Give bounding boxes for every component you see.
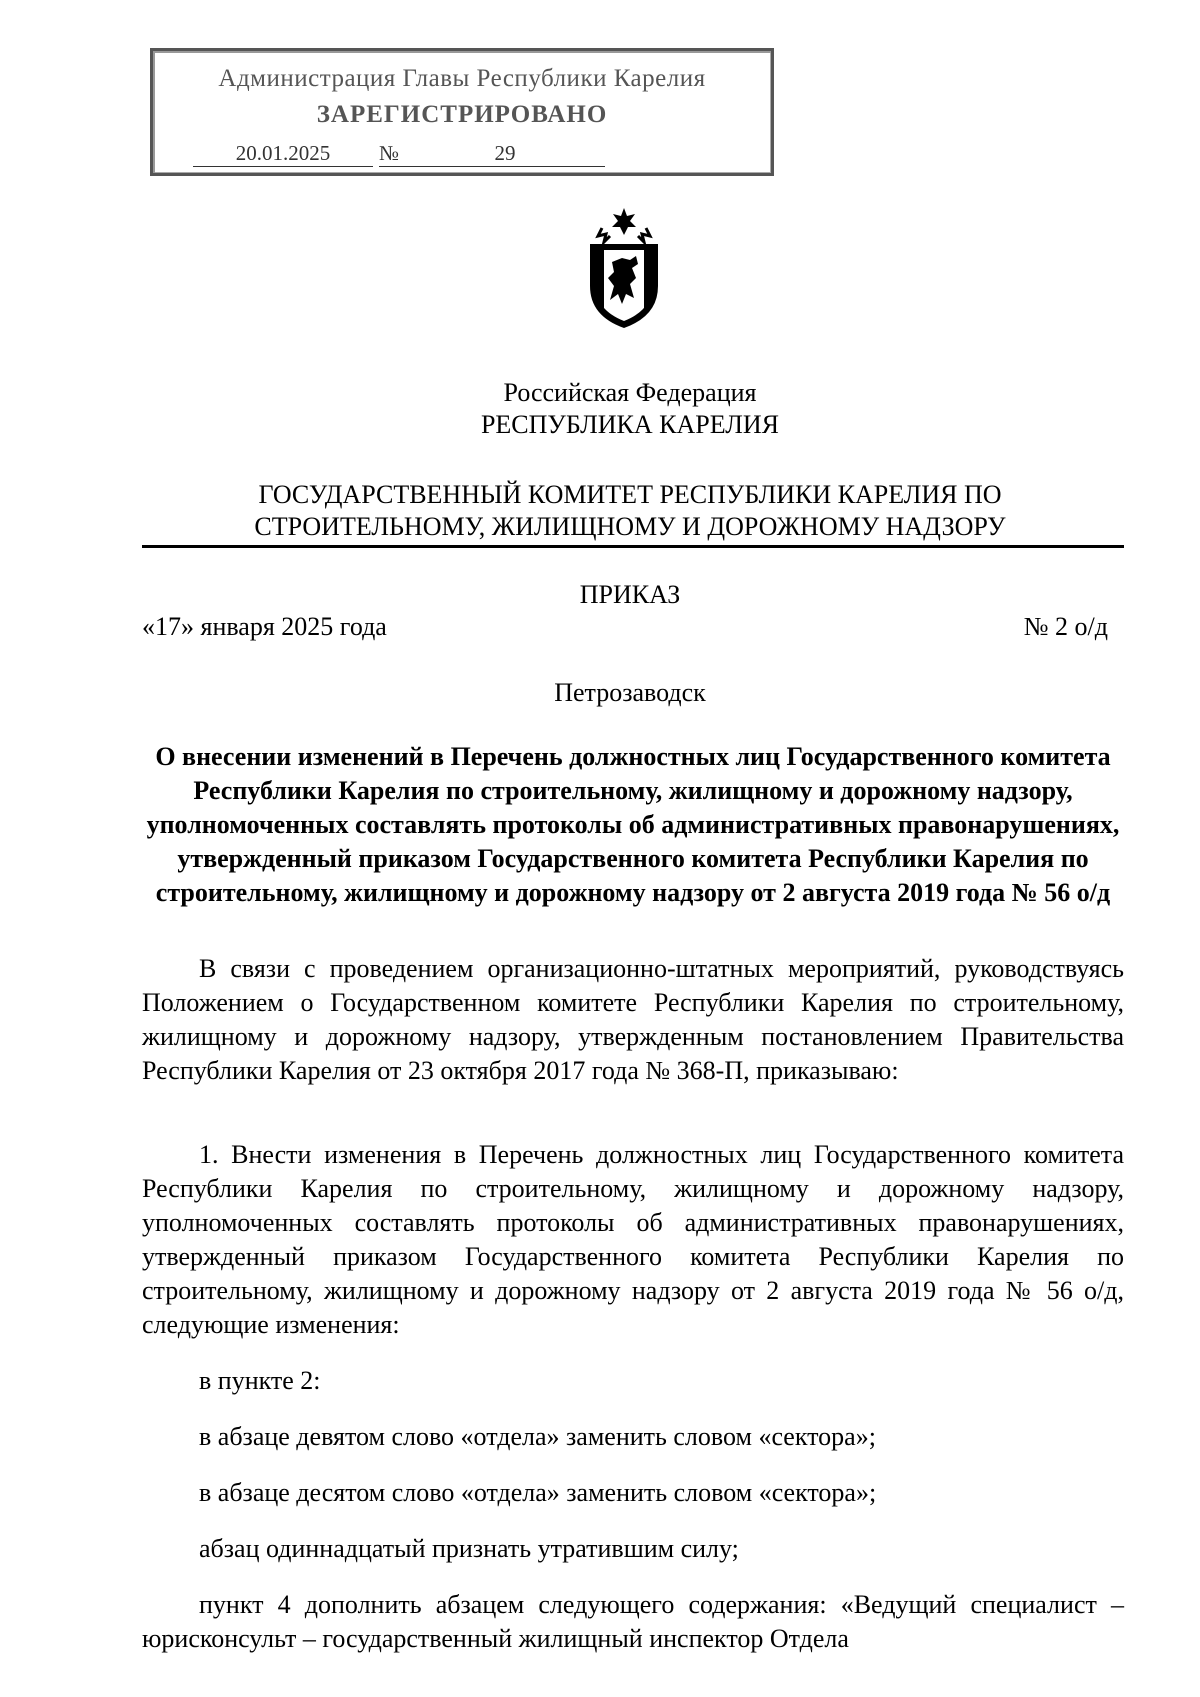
committee-name-line1: ГОСУДАРСТВЕННЫЙ КОМИТЕТ РЕСПУБЛИКИ КАРЕЛИЯ ПО bbox=[258, 480, 1002, 509]
order-date: «17» января 2025 года bbox=[142, 612, 387, 641]
item-1-paragraph: 1. Внести изменения в Перечень должностных лиц Государственного комитета Республики Карелия по строительному, жилищному и дорожному надзору, уполномоченных составлять протоколы об административных правонарушениях, утвержденный приказом Государственного комитета Республики Карелия по строительному, жилищному и дорожному надзору от 2 августа 2019 года № 56 о/д, следующие изменения: bbox=[142, 1140, 1124, 1339]
coat-of-arms-icon bbox=[582, 206, 666, 330]
order-number: № 2 о/д bbox=[1023, 612, 1108, 641]
header-divider bbox=[142, 545, 1124, 548]
committee-name-line2: СТРОИТЕЛЬНОМУ, ЖИЛИЩНОМУ И ДОРОЖНОМУ НАДЗОРУ bbox=[254, 512, 1006, 541]
document-type: ПРИКАЗ bbox=[579, 580, 681, 609]
stamp-date: 20.01.2025 bbox=[193, 141, 373, 167]
registration-stamp bbox=[150, 48, 774, 176]
order-subject: О внесении изменений в Перечень должностных лиц Государственного комитета Республики Карелия по строительному, жилищному и дорожному надзору, уполномоченных составлять протоколы об административных правонарушениях, утвержденный приказом Государственного комитета Республики Карелия по строительному, жилищному и дорожному надзору от 2 августа 2019 года № 56 о/д bbox=[146, 742, 1120, 907]
change-3: абзац одиннадцатый признать утратившим силу; bbox=[199, 1534, 739, 1563]
change-1: в абзаце девятом слово «отдела» заменить словом «сектора»; bbox=[199, 1422, 876, 1451]
change-2: в абзаце десятом слово «отдела» заменить словом «сектора»; bbox=[199, 1478, 877, 1507]
country-name: Российская Федерация bbox=[503, 378, 757, 407]
republic-name: РЕСПУБЛИКА КАРЕЛИЯ bbox=[480, 410, 780, 439]
stamp-organization: Администрация Главы Республики Карелия bbox=[218, 65, 706, 92]
stamp-status: ЗАРЕГИСТРИРОВАНО bbox=[316, 101, 608, 128]
stamp-number: 29 bbox=[405, 141, 605, 167]
stamp-number-label: № bbox=[379, 141, 405, 167]
stamp-registration-line bbox=[193, 141, 753, 167]
point-2-heading: в пункте 2: bbox=[199, 1366, 321, 1395]
order-city: Петрозаводск bbox=[554, 678, 706, 707]
point-4-paragraph: пункт 4 дополнить абзацем следующего содержания: «Ведущий специалист – юрисконсульт – государственный жилищный инспектор Отдела bbox=[142, 1590, 1124, 1653]
preamble-paragraph: В связи с проведением организационно-штатных мероприятий, руководствуясь Положением о Государственном комитете Республики Карелия по строительному, жилищному и дорожному надзору, утвержденным постановлением Правительства Республики Карелия от 23 октября 2017 года № 368-П, приказываю: bbox=[142, 954, 1124, 1085]
